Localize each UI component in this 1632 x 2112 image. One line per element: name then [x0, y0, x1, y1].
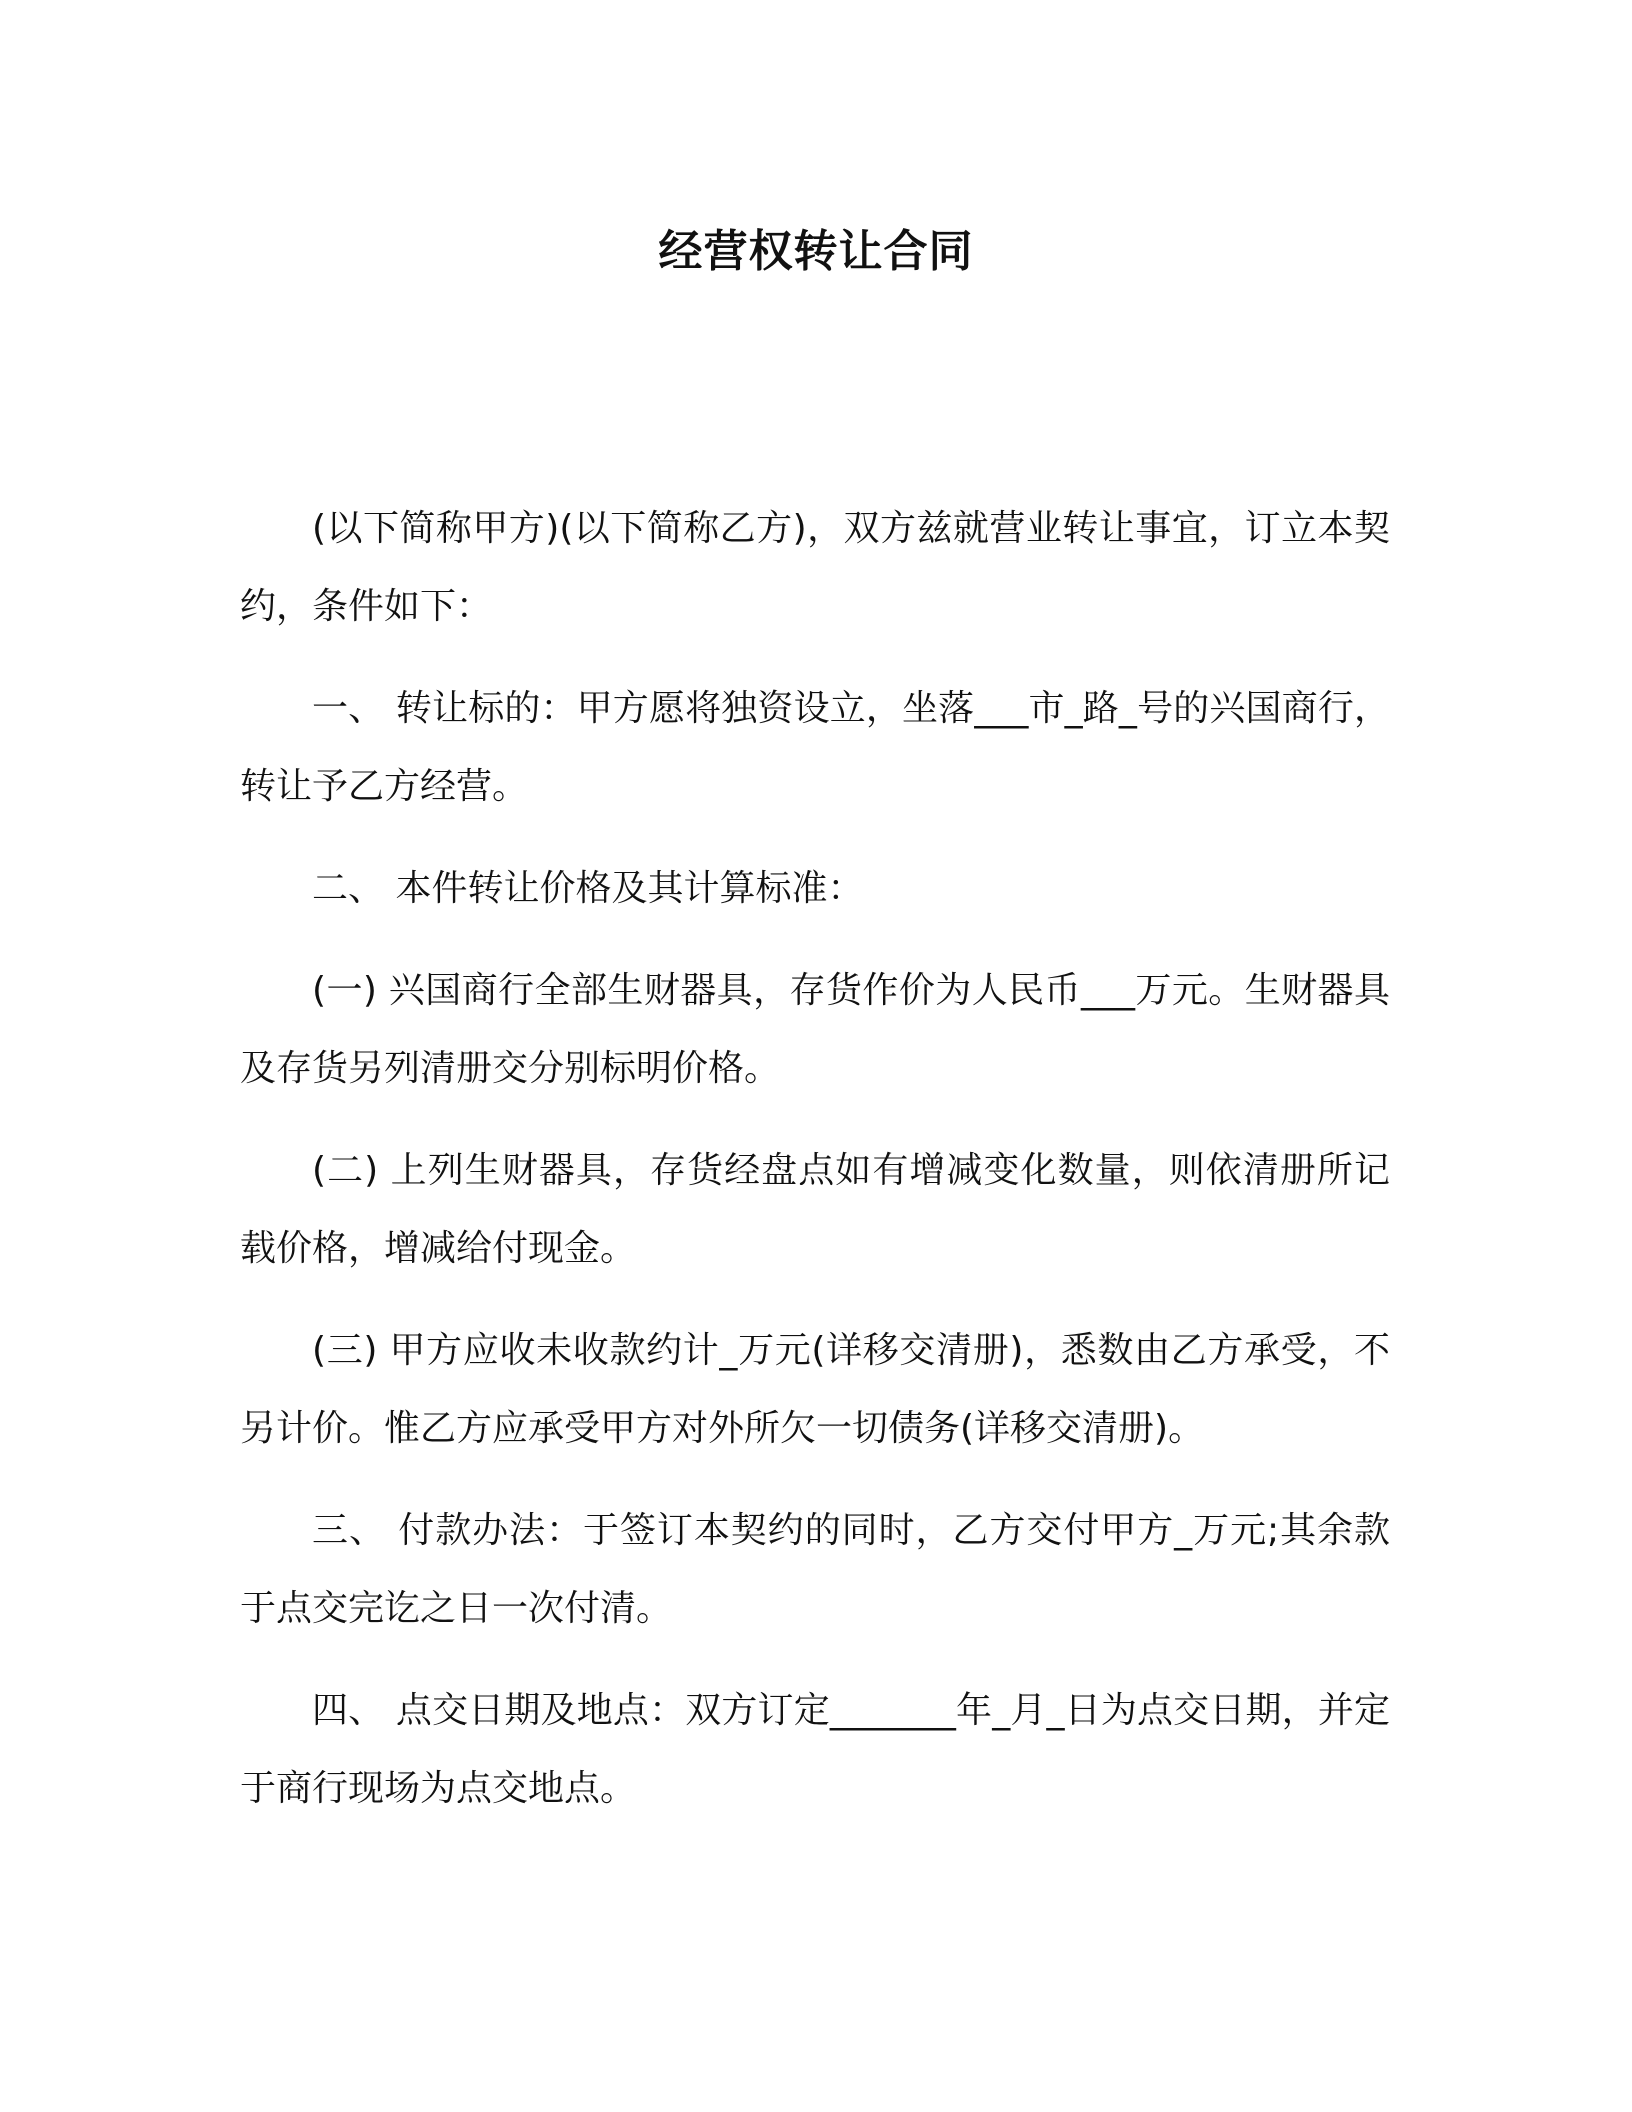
paragraph-clause-2: 二、 本件转让价格及其计算标准：	[312, 868, 864, 909]
paragraph-clause-2-item-3: (三) 甲方应收未收款约计_万元(详移交清册)，悉数由乙方承受，不另计价。惟乙方应承受甲方对外所欠一切债务(详移交清册)。	[240, 1330, 1390, 1449]
paragraph-clause-2-item-1: (一) 兴国商行全部生财器具，存货作价为人民币___万元。生财器具及存货另列清册交分别标明价格。	[240, 970, 1390, 1089]
paragraph-intro: (以下简称甲方)(以下简称乙方)，双方兹就营业转让事宜，订立本契约，条件如下：	[240, 508, 1390, 627]
document-body	[240, 490, 1390, 1852]
document-title: 经营权转让合同	[658, 226, 974, 277]
paragraph-clause-3: 三、 付款办法：于签订本契约的同时，乙方交付甲方_万元;其余款于点交完讫之日一次付清。	[240, 1510, 1390, 1629]
paragraph-clause-1: 一、 转让标的：甲方愿将独资设立，坐落___市_路_号的兴国商行，转让予乙方经营。	[240, 688, 1390, 807]
paragraph-clause-2-item-2: (二) 上列生财器具，存货经盘点如有增减变化数量，则依清册所记载价格，增减给付现金。	[240, 1150, 1390, 1269]
paragraph-clause-4: 四、 点交日期及地点：双方订定_______年_月_日为点交日期，并定于商行现场为点交地点。	[240, 1690, 1390, 1809]
